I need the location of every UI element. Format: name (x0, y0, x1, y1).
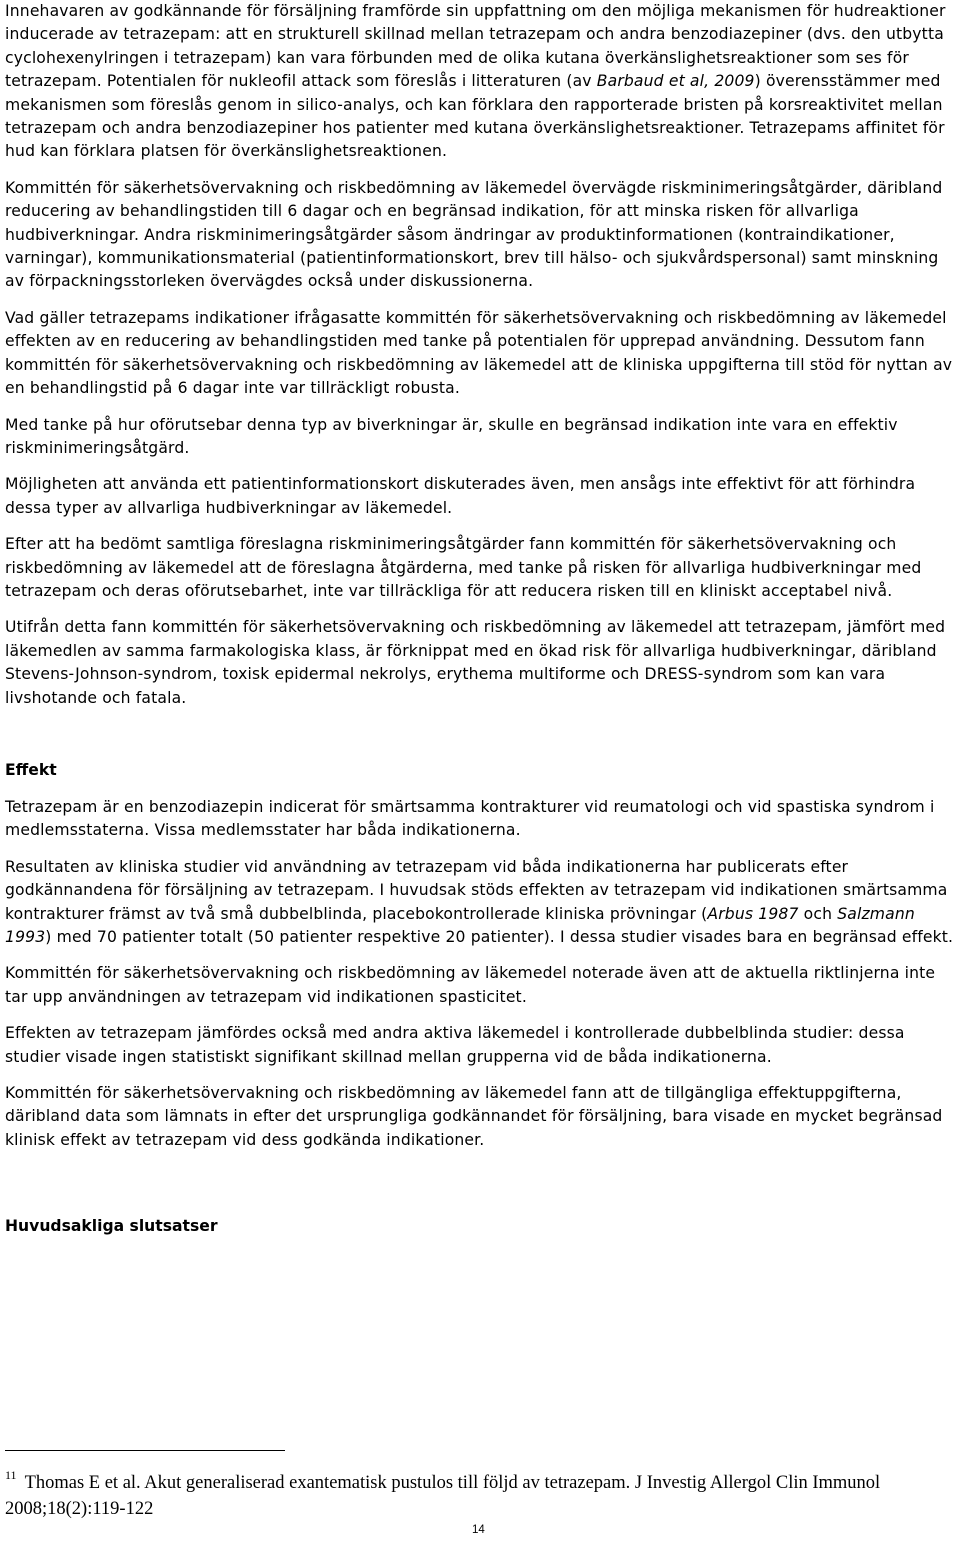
paragraph (5, 307, 957, 401)
paragraph-text: Innehavaren av godkännande för försäljning framförde sin uppfattning om den möjliga mekanismen för hudreaktioner inducerade av tetrazepam: att en strukturell skillnad mellan tetrazepam och andra benzodiazepiner (dvs. den utbytta cyclohexenylringen i tetrazepam) kan vara förbunden med de olika kutana överkänslighetsreaktioner som ses för tetrazepam. Potentialen för nukleofil attack som föreslås i litteraturen (av (5, 2, 946, 91)
paragraph-text: och (798, 904, 838, 923)
citation: Arbus 1987 (707, 904, 799, 923)
paragraph-text: Resultaten av kliniska studier vid användning av tetrazepam vid båda indikationerna har publicerats efter godkännandena för försäljning av tetrazepam. I huvudsak stöds effekten av tetrazepam vid indikationen smärtsamma kontrakturer främst av två små dubbelblinda, placebokontrollerade kliniska prövningar ( (5, 857, 948, 923)
footnote-marker: 11 (5, 1468, 17, 1482)
paragraph-text: ) överensstämmer med mekanismen som föreslås genom in silico-analys, och kan förklara den rapporterade bristen på korsreaktivitet mellan tetrazepam och andra benzodiazepiner hos patienter med kutana överkänslighetsreaktioner. Tetrazepams affinitet för hud kan förklara platsen för överkänslighetsreaktionen. (5, 72, 945, 161)
paragraph-text: Kommittén för säkerhetsövervakning och riskbedömning av läkemedel noterade även att de aktuella riktlinjerna inte tar upp användningen av tetrazepam vid indikationen spasticitet. (5, 964, 936, 1006)
paragraph (5, 533, 957, 603)
paragraph-text: Tetrazepam är en benzodiazepin indicerat för smärtsamma kontrakturer vid reumatologi och vid spastiska syndrom i medlemsstaterna. Vissa medlemsstater har båda indikationerna. (5, 797, 935, 840)
intro-paragraphs (5, 0, 957, 710)
paragraph (5, 1022, 957, 1069)
paragraph (5, 616, 957, 710)
section-heading-slutsatser: Huvudsakliga slutsatser (5, 1217, 218, 1236)
paragraph-text: ) med 70 patienter totalt (50 patienter respektive 20 patienter). I dessa studier visades bara en begränsad effekt. (45, 928, 954, 946)
paragraph-text: Effekten av tetrazepam jämfördes också med andra aktiva läkemedel i kontrollerade dubbelblinda studier: dessa studier visade ingen statistiskt signifikant skillnad mellan grupperna vid de båda indikationerna. (5, 1024, 905, 1066)
paragraph-text: Efter att ha bedömt samtliga föreslagna riskminimeringsåtgärder fann kommittén för säkerhetsövervakning och riskbedömning av läkemedel att de föreslagna åtgärderna, med tanke på risken för allvarliga hudbiverkningar med tetrazepam och deras oförutsebarhet, inte var tillräckliga för att reducera risken till en kliniskt acceptabel nivå. (5, 535, 922, 600)
paragraph (5, 473, 957, 520)
citation: Barbaud et al, 2009 (596, 72, 755, 91)
citation: Salzmann 1993 (5, 904, 915, 946)
section-heading-effekt: Effekt (5, 760, 57, 779)
paragraph-text: Utifrån detta fann kommittén för säkerhetsövervakning och riskbedömning av läkemedel att tetrazepam, jämfört med läkemedlen av samma farmakologiska klass, är förknippat med en ökad risk för allvarliga hudbiverkningar, däribland Stevens-Johnson-syndrom, toxisk epidermal nekrolys, erythema multiforme och DRESS-syndrom som kan vara livshotande och fatala. (5, 618, 946, 707)
footnote-text: Thomas E et al. Akut generaliserad exantematisk pustulos till följd av tetrazepam. J Investig Allergol Clin Immunol 2008;18(2):119-122 (5, 1473, 881, 1519)
paragraph-text: Kommittén för säkerhetsövervakning och riskbedömning av läkemedel övervägde riskminimeringsåtgärder, däribland reducering av behandlingstiden till 6 dagar och en begränsad indikation, för att minska risken för allvarliga hudbiverkningar. Andra riskminimeringsåtgärder såsom ändringar av produktinformationen (kontraindikationer, varningar), kommunikationsmaterial (patientinformationskort, brev till hälso- och sjukvårdspersonal) samt minskning av förpackningsstorleken övervägdes också under diskussionerna. (5, 178, 943, 291)
paragraph (5, 177, 957, 294)
paragraph (5, 1082, 957, 1152)
effekt-paragraphs (5, 796, 957, 1152)
paragraph-text: Kommittén för säkerhetsövervakning och riskbedömning av läkemedel fann att de tillgängliga effektuppgifterna, däribland data som lämnats in efter det ursprungliga godkännandet för försäljning, bara visade en mycket begränsad klinisk effekt av tetrazepam vid dess godkända indikationer. (5, 1084, 943, 1149)
footnote (5, 1462, 935, 1522)
paragraph (5, 414, 957, 461)
paragraph-text: Möjligheten att använda ett patientinformationskort diskuterades även, men ansågs inte effektivt för att förhindra dessa typer av allvarliga hudbiverkningar av läkemedel. (5, 475, 916, 517)
paragraph (5, 962, 957, 1009)
document-page (5, 0, 957, 1252)
paragraph-text: Vad gäller tetrazepams indikationer ifrågasatte kommittén för säkerhetsövervakning och riskbedömning av läkemedel effekten av en reducering av behandlingstiden med tanke på potentialen för upprepad användning. Dessutom fann kommittén för säkerhetsövervakning och riskbedömning av läkemedel att de kliniska uppgifterna till stöd för nyttan av en behandlingstid på 6 dagar inte var tillräckligt robusta. (5, 308, 953, 398)
paragraph (5, 0, 957, 164)
paragraph (5, 796, 957, 843)
footnote-separator (5, 1450, 285, 1451)
paragraph-text: Med tanke på hur oförutsebar denna typ av biverkningar är, skulle en begränsad indikation inte vara en effektiv riskminimeringsåtgärd. (5, 415, 898, 457)
paragraph (5, 856, 957, 950)
page-number: 14 (472, 1524, 485, 1536)
